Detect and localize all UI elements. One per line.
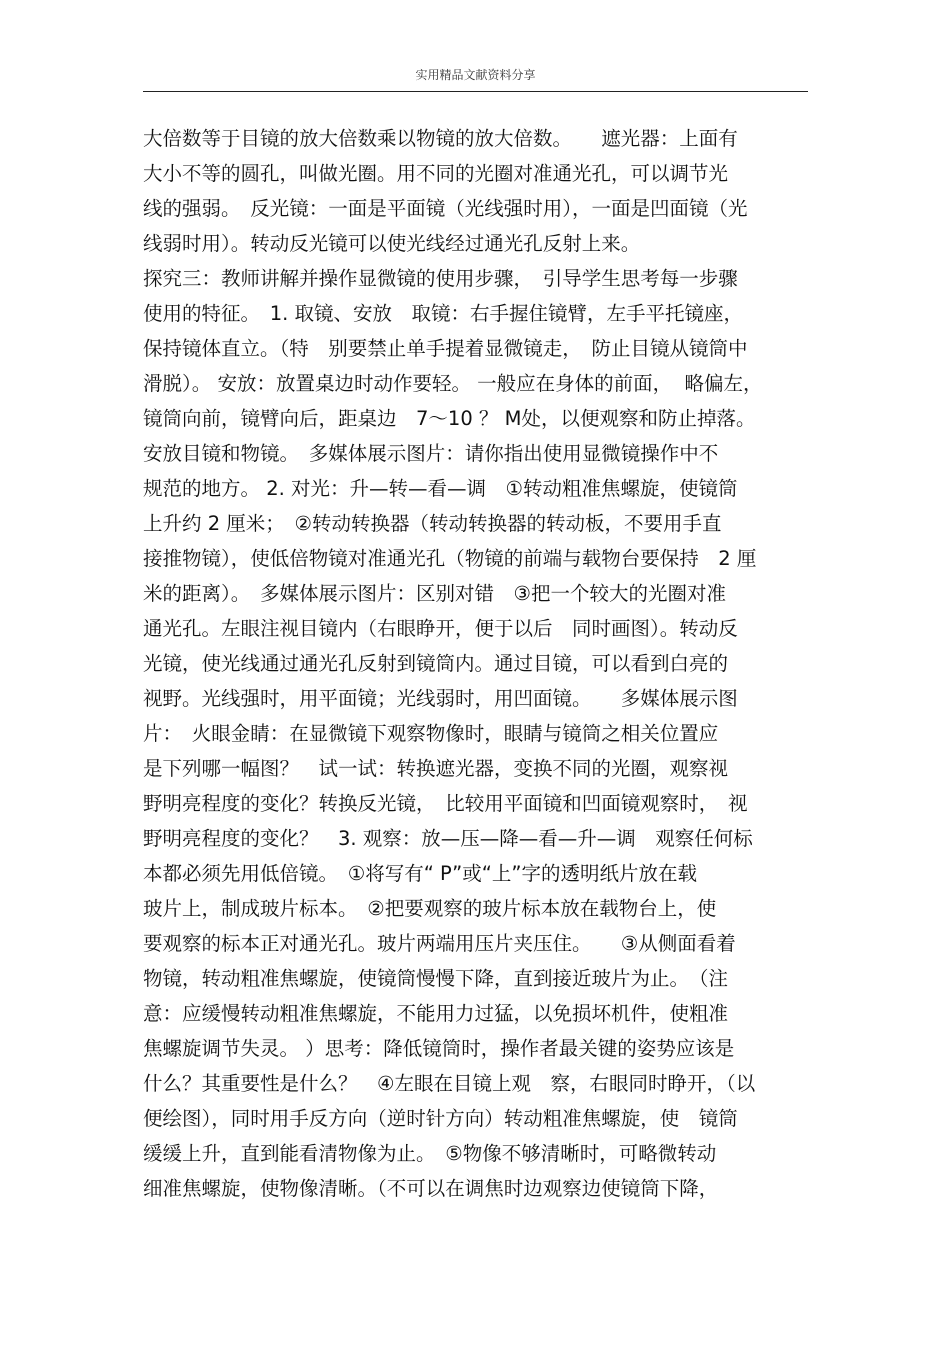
text-line: 通光孔。左眼注视目镜内（右眼睁开，便于以后 同时画图）。转动反: [143, 617, 738, 640]
text-line: 便绘图），同时用手反方向（逆时针方向）转动粗准焦螺旋，使 镜筒: [143, 1107, 738, 1130]
text-line: 物镜，转动粗准焦螺旋，使镜筒慢慢下降，直到接近玻片为止。 （注: [143, 967, 729, 990]
text-line: 视野。光线强时，用平面镜；光线弱时，用凹面镜。 多媒体展示图: [143, 687, 738, 710]
text-line: 要观察的标本正对通光孔。玻片两端用压片夹压住。 ③从侧面看着: [143, 932, 736, 955]
text-line: 大小不等的圆孔，叫做光圈。用不同的光圈对准通光孔，可以调节光: [143, 162, 729, 185]
document-body: [143, 121, 813, 1206]
text-line: 米的距离）。 多媒体展示图片：区别对错 ③把一个较大的光圈对准: [143, 582, 726, 605]
text-line: 玻片上，制成玻片标本。 ②把要观察的玻片标本放在载物台上，使: [143, 897, 717, 920]
text-line: 缓缓上升，直到能看清物像为止。 ⑤物像不够清晰时，可略微转动: [143, 1142, 717, 1165]
text-line: 安放目镜和物镜。 多媒体展示图片：请你指出使用显微镜操作中不: [143, 442, 719, 465]
text-line: 镜筒向前，镜臂向后，距桌边 7～10 ？ M处，以便观察和防止掉落。: [143, 407, 756, 430]
header-divider: [143, 91, 808, 92]
text-line: 上升约 2 厘米； ②转动转换器（转动转换器的转动板，不要用手直: [143, 512, 722, 535]
text-line: 使用的特征。 1. 取镜、安放 取镜：右手握住镜臂，左手平托镜座，: [143, 302, 744, 325]
text-line: 本都必须先用低倍镜。 ①将写有“ P”或“上”字的透明纸片放在载: [143, 862, 697, 885]
text-line: 滑脱）。 安放：放置桌边时动作要轻。 一般应在身体的前面， 略偏左，: [143, 372, 763, 395]
text-line: 野明亮程度的变化？ 3. 观察：放—压—降—看—升—调 观察任何标: [143, 827, 753, 850]
text-line: 野明亮程度的变化？转换反光镜， 比较用平面镜和凹面镜观察时， 视: [143, 792, 748, 815]
text-line: 什么？其重要性是什么？ ④左眼在目镜上观 察，右眼同时睁开，（以: [143, 1072, 756, 1095]
text-line: 光镜，使光线通过通光孔反射到镜筒内。通过目镜，可以看到白亮的: [143, 652, 729, 675]
text-line: 意：应缓慢转动粗准焦螺旋，不能用力过猛，以免损坏机件，使粗准: [143, 1002, 729, 1025]
text-line: 规范的地方。 2. 对光：升—转—看—调 ①转动粗准焦螺旋，使镜筒: [143, 477, 738, 500]
text-line: 接推物镜），使低倍物镜对准通光孔（物镜的前端与载物台要保持 2 厘: [143, 547, 757, 570]
text-line: 线弱时用）。转动反光镜可以使光线经过通光孔反射上来。: [143, 232, 641, 255]
text-line: 探究三：教师讲解并操作显微镜的使用步骤， 引导学生思考每一步骤: [143, 267, 738, 290]
text-line: 线的强弱。 反光镜：一面是平面镜（光线强时用），一面是凹面镜（光: [143, 197, 748, 220]
text-line: 细准焦螺旋，使物像清晰。（不可以在调焦时边观察边使镜筒下降，: [143, 1177, 719, 1200]
text-line: 保持镜体直立。（特 别要禁止单手提着显微镜走， 防止目镜从镜筒中: [143, 337, 748, 360]
text-line: 焦螺旋调节失灵。 ）思考：降低镜筒时，操作者最关键的姿势应该是: [143, 1037, 735, 1060]
text-line: 是下列哪一幅图？ 试一试：转换遮光器，变换不同的光圈，观察视: [143, 757, 729, 780]
text-line: 片： 火眼金睛：在显微镜下观察物像时，眼睛与镜筒之相关位置应: [143, 722, 719, 745]
text-line: 大倍数等于目镜的放大倍数乘以物镜的放大倍数。 遮光器：上面有: [143, 127, 738, 150]
page-header: 实用精品文献资料分享: [415, 68, 536, 82]
